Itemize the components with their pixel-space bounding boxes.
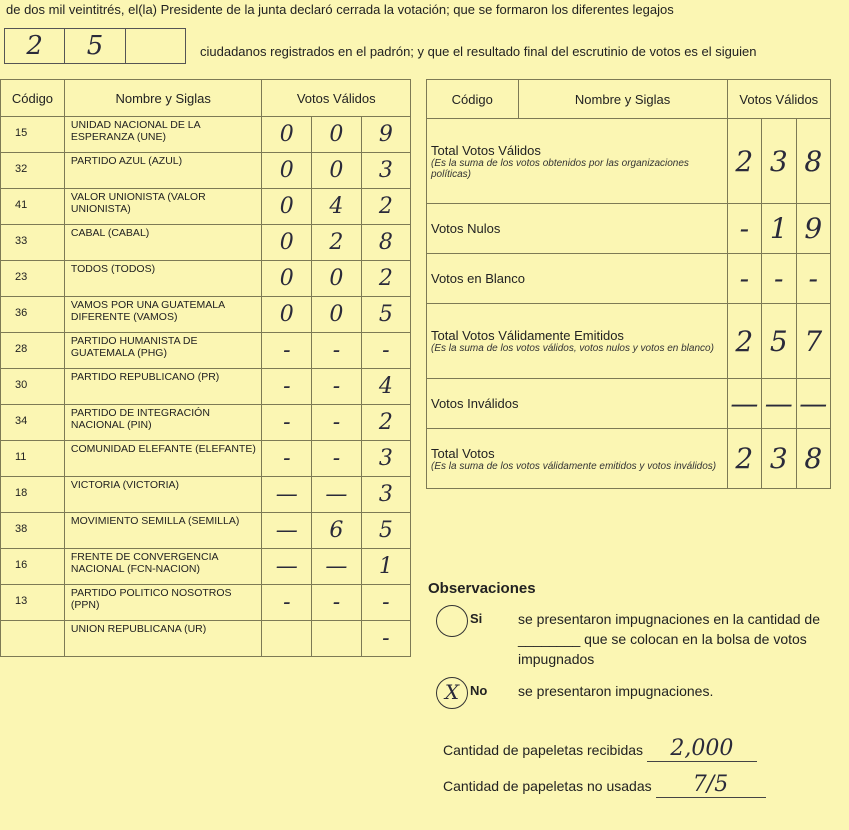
party-name: MOVIMIENTO SEMILLA (SEMILLA) — [64, 513, 262, 549]
vote-digit: 6 — [312, 513, 362, 549]
total-digit: — — [796, 379, 830, 429]
party-name: VAMOS POR UNA GUATEMALA DIFERENTE (VAMOS) — [64, 297, 262, 333]
totals-row — [427, 119, 831, 204]
table-row — [1, 261, 411, 297]
vote-digit: - — [312, 441, 362, 477]
total-digit: 2 — [727, 429, 761, 489]
party-name: FRENTE DE CONVERGENCIA NACIONAL (FCN-NACION) — [64, 549, 262, 585]
party-name: PARTIDO HUMANISTA DE GUATEMALA (PHG) — [64, 333, 262, 369]
totals-row — [427, 304, 831, 379]
party-code: 28 — [1, 333, 65, 369]
total-digit: 2 — [727, 304, 761, 379]
table-row — [1, 189, 411, 225]
vote-digit: 0 — [262, 189, 312, 225]
vote-digit: 2 — [361, 189, 410, 225]
totals-note: (Es la suma de los votos válidos, votos nulos y votos en blanco) — [431, 343, 714, 354]
totals-row — [427, 379, 831, 429]
total-digit: 1 — [762, 204, 796, 254]
party-name: VICTORIA (VICTORIA) — [64, 477, 262, 513]
party-code: 11 — [1, 441, 65, 477]
table-row — [1, 513, 411, 549]
totals-label-cell — [427, 119, 728, 204]
vote-digit: 9 — [361, 117, 410, 153]
recibidas-value: 2,000 — [647, 736, 757, 762]
vote-digit: 0 — [262, 297, 312, 333]
vote-digit: 3 — [361, 153, 410, 189]
col-name: Nombre y Siglas — [64, 80, 262, 117]
digit-1: 2 — [5, 29, 65, 63]
table-row — [1, 297, 411, 333]
totals-row — [427, 429, 831, 489]
totals-label-cell — [427, 379, 728, 429]
vote-digit: 0 — [312, 297, 362, 333]
totals-label: Total Votos — [431, 445, 495, 461]
vote-digit: - — [262, 585, 312, 621]
total-digit: - — [762, 254, 796, 304]
total-digit: — — [727, 379, 761, 429]
digit-3 — [126, 29, 185, 63]
party-name: VALOR UNIONISTA (VALOR UNIONISTA) — [64, 189, 262, 225]
table-row — [1, 621, 411, 657]
vote-digit: 2 — [361, 405, 410, 441]
total-digit: 3 — [762, 119, 796, 204]
totals-label: Total Votos Válidos — [431, 142, 541, 158]
table-row — [1, 477, 411, 513]
si-text: se presentaron impugnaciones en la cantidad de ________ que se colocan en la bolsa de votos impugnados — [518, 611, 820, 667]
vote-digit: 0 — [312, 261, 362, 297]
vote-digit: — — [262, 549, 312, 585]
vote-digit — [312, 621, 362, 657]
vote-digit: - — [312, 405, 362, 441]
table-row — [1, 369, 411, 405]
total-digit: — — [762, 379, 796, 429]
vote-digit: 1 — [361, 549, 410, 585]
party-name: COMUNIDAD ELEFANTE (ELEFANTE) — [64, 441, 262, 477]
party-code: 15 — [1, 117, 65, 153]
totals-label: Total Votos Válidamente Emitidos — [431, 328, 624, 343]
vote-digit: 4 — [312, 189, 362, 225]
col-name: Nombre y Siglas — [518, 80, 727, 119]
total-digit: - — [727, 204, 761, 254]
vote-digit: - — [262, 441, 312, 477]
vote-digit: - — [361, 585, 410, 621]
vote-digit: 4 — [361, 369, 410, 405]
vote-digit: 5 — [361, 297, 410, 333]
vote-digit: - — [262, 369, 312, 405]
totals-label-cell — [427, 254, 728, 304]
total-digit: 9 — [796, 204, 830, 254]
party-code: 34 — [1, 405, 65, 441]
vote-digit: - — [312, 585, 362, 621]
total-digit: 3 — [762, 429, 796, 489]
totals-row — [427, 204, 831, 254]
no-label: No — [470, 683, 488, 698]
no-text: se presentaron impugnaciones. — [518, 683, 714, 699]
vote-digit: 5 — [361, 513, 410, 549]
vote-digit — [262, 621, 312, 657]
col-code: Código — [427, 80, 519, 119]
party-code: 13 — [1, 585, 65, 621]
party-code — [1, 621, 65, 657]
vote-digit: 0 — [262, 225, 312, 261]
total-digit: - — [796, 254, 830, 304]
observaciones-title: Observaciones — [428, 580, 536, 597]
si-label: Si — [470, 611, 483, 626]
no-circle[interactable]: X — [436, 677, 468, 709]
total-digit: 7 — [796, 304, 830, 379]
vote-digit: 0 — [312, 117, 362, 153]
vote-digit: - — [361, 333, 410, 369]
party-name: PARTIDO REPUBLICANO (PR) — [64, 369, 262, 405]
table-row — [1, 333, 411, 369]
total-digit: 5 — [762, 304, 796, 379]
vote-digit: — — [262, 513, 312, 549]
totals-label-cell — [427, 429, 728, 489]
col-votes: Votos Válidos — [727, 80, 830, 119]
totals-label: Votos Inválidos — [431, 396, 519, 411]
no-usadas-value: 7/5 — [656, 772, 766, 798]
party-name: UNION REPUBLICANA (UR) — [64, 621, 262, 657]
vote-digit: — — [262, 477, 312, 513]
col-votes: Votos Válidos — [262, 80, 411, 117]
vote-digit: 0 — [262, 153, 312, 189]
party-name: UNIDAD NACIONAL DE LA ESPERANZA (UNE) — [64, 117, 262, 153]
table-row — [1, 549, 411, 585]
vote-digit: 2 — [312, 225, 362, 261]
totals-table — [426, 79, 831, 489]
party-name: PARTIDO AZUL (AZUL) — [64, 153, 262, 189]
total-digit: 2 — [727, 119, 761, 204]
vote-digit: 2 — [361, 261, 410, 297]
header-line-1: de dos mil veintitrés, el(la) Presidente de la junta declaró cerrada la votación; que se formaron los diferentes legajos — [6, 2, 674, 17]
table-number-box — [4, 28, 186, 64]
vote-digit: 0 — [312, 153, 362, 189]
party-code: 23 — [1, 261, 65, 297]
total-digit: 8 — [796, 119, 830, 204]
vote-digit: - — [262, 333, 312, 369]
vote-digit: 8 — [361, 225, 410, 261]
header-line-2: ciudadanos registrados en el padrón; y que el resultado final del escrutinio de votos es el siguien — [200, 44, 757, 59]
col-code: Código — [1, 80, 65, 117]
party-code: 30 — [1, 369, 65, 405]
no-usadas-label: Cantidad de papeletas no usadas — [443, 778, 652, 794]
vote-digit: - — [312, 369, 362, 405]
totals-label: Votos en Blanco — [431, 271, 525, 286]
vote-digit: 0 — [262, 261, 312, 297]
no-option — [428, 677, 838, 704]
totals-note: (Es la suma de los votos válidamente emitidos y votos inválidos) — [431, 460, 717, 472]
party-code: 18 — [1, 477, 65, 513]
party-name: TODOS (TODOS) — [64, 261, 262, 297]
total-digit: - — [727, 254, 761, 304]
total-digit: 8 — [796, 429, 830, 489]
table-row — [1, 405, 411, 441]
totals-note: (Es la suma de los votos obtenidos por las organizaciones políticas) — [431, 157, 689, 180]
party-code: 33 — [1, 225, 65, 261]
digit-2: 5 — [65, 29, 125, 63]
vote-digit: — — [312, 477, 362, 513]
table-row — [1, 153, 411, 189]
recibidas-label: Cantidad de papeletas recibidas — [443, 742, 644, 758]
table-row — [1, 225, 411, 261]
totals-row — [427, 254, 831, 304]
vote-digit: - — [361, 621, 410, 657]
totals-label-cell — [427, 204, 728, 254]
party-code: 16 — [1, 549, 65, 585]
party-code: 32 — [1, 153, 65, 189]
vote-digit: — — [312, 549, 362, 585]
party-code: 38 — [1, 513, 65, 549]
party-name: PARTIDO DE INTEGRACIÓN NACIONAL (PIN) — [64, 405, 262, 441]
totals-label-cell — [427, 304, 728, 379]
party-code: 36 — [1, 297, 65, 333]
table-row — [1, 441, 411, 477]
party-name: PARTIDO POLITICO NOSOTROS (PPN) — [64, 585, 262, 621]
party-name: CABAL (CABAL) — [64, 225, 262, 261]
table-row — [1, 585, 411, 621]
table-row — [1, 117, 411, 153]
observaciones-section — [428, 580, 838, 704]
si-option — [428, 605, 838, 669]
party-votes-table — [0, 79, 411, 657]
papeletas-recibidas — [443, 736, 757, 762]
vote-digit: - — [262, 405, 312, 441]
vote-digit: 0 — [262, 117, 312, 153]
totals-label: Votos Nulos — [431, 221, 501, 236]
vote-digit: 3 — [361, 441, 410, 477]
party-code: 41 — [1, 189, 65, 225]
papeletas-no-usadas — [443, 772, 766, 798]
vote-digit: 3 — [361, 477, 410, 513]
vote-digit: - — [312, 333, 362, 369]
si-circle[interactable] — [436, 605, 468, 637]
